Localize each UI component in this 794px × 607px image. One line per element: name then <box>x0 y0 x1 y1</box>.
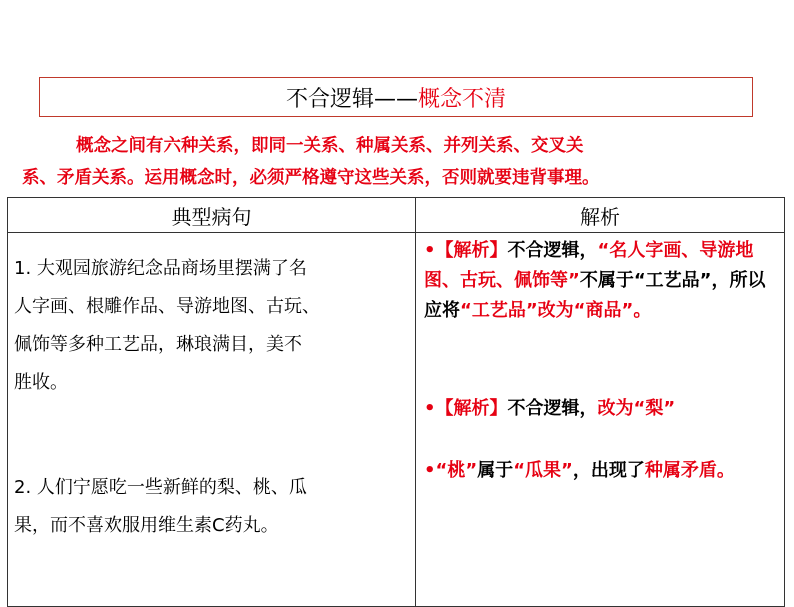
sentence-1-line-4: 胜收。 <box>14 372 68 393</box>
analysis-3-conclusion: 种属矛盾。 <box>644 460 735 481</box>
analysis-tag: 【解析】 <box>435 240 508 261</box>
intro-line-2: 系、矛盾关系。运用概念时，必须严格遵守这些关系，否则就要违背事理。 <box>22 168 600 188</box>
analysis-table <box>7 197 785 607</box>
analysis-1-fix: “工艺品”改为“商品”。 <box>460 300 652 321</box>
analysis-tag: 【解析】 <box>435 398 508 419</box>
title-main: 不合逻辑—— <box>285 86 418 112</box>
analysis-3-term-1: “桃” <box>435 460 478 481</box>
sentence-2-line-2: 果，而不喜欢服用维生素C药丸。 <box>14 515 279 536</box>
analysis-3-text-1: 属于 <box>477 460 514 481</box>
analysis-verdict: 不合逻辑， <box>507 240 598 261</box>
sentence-1-line-3: 佩饰等多种工艺品，琳琅满目，美不 <box>14 334 302 355</box>
topic-title <box>39 77 753 117</box>
sentence-2 <box>14 469 414 545</box>
table-row <box>8 233 785 607</box>
analysis-2 <box>424 394 769 424</box>
bullet-icon: • <box>424 460 436 481</box>
sentence-1 <box>14 250 414 402</box>
sentence-1-line-1: 1. 大观园旅游纪念品商场里摆满了名 <box>14 258 307 279</box>
header-sentences: 典型病句 <box>8 198 416 233</box>
title-highlight: 概念不清 <box>418 86 507 112</box>
analysis-2-fix: 改为“梨” <box>597 398 676 419</box>
sentence-1-line-2: 人字画、根雕作品、导游地图、古玩、 <box>14 296 320 317</box>
analysis-1-text: 不属于“工艺品”，所以应将 <box>424 270 766 321</box>
sentences-cell <box>8 233 416 607</box>
bullet-icon: • <box>424 398 436 419</box>
intro-line-1: 概念之间有六种关系，即同一关系、种属关系、并列关系、交叉关 <box>76 136 584 156</box>
analysis-3 <box>424 456 769 486</box>
intro-text <box>22 130 782 194</box>
analysis-verdict: 不合逻辑， <box>507 398 598 419</box>
sentence-2-line-1: 2. 人们宁愿吃一些新鲜的梨、桃、瓜 <box>14 477 307 498</box>
analysis-1-items: “名人字画、导游地图、古玩、佩饰等” <box>424 240 754 291</box>
analysis-3-text-2: ，出现了 <box>572 460 645 481</box>
table-header-row <box>8 198 785 233</box>
header-analysis: 解析 <box>416 198 785 233</box>
analysis-3-term-2: “瓜果” <box>513 460 573 481</box>
analysis-cell <box>416 233 785 607</box>
analysis-1 <box>424 236 769 326</box>
bullet-icon: • <box>424 240 436 261</box>
